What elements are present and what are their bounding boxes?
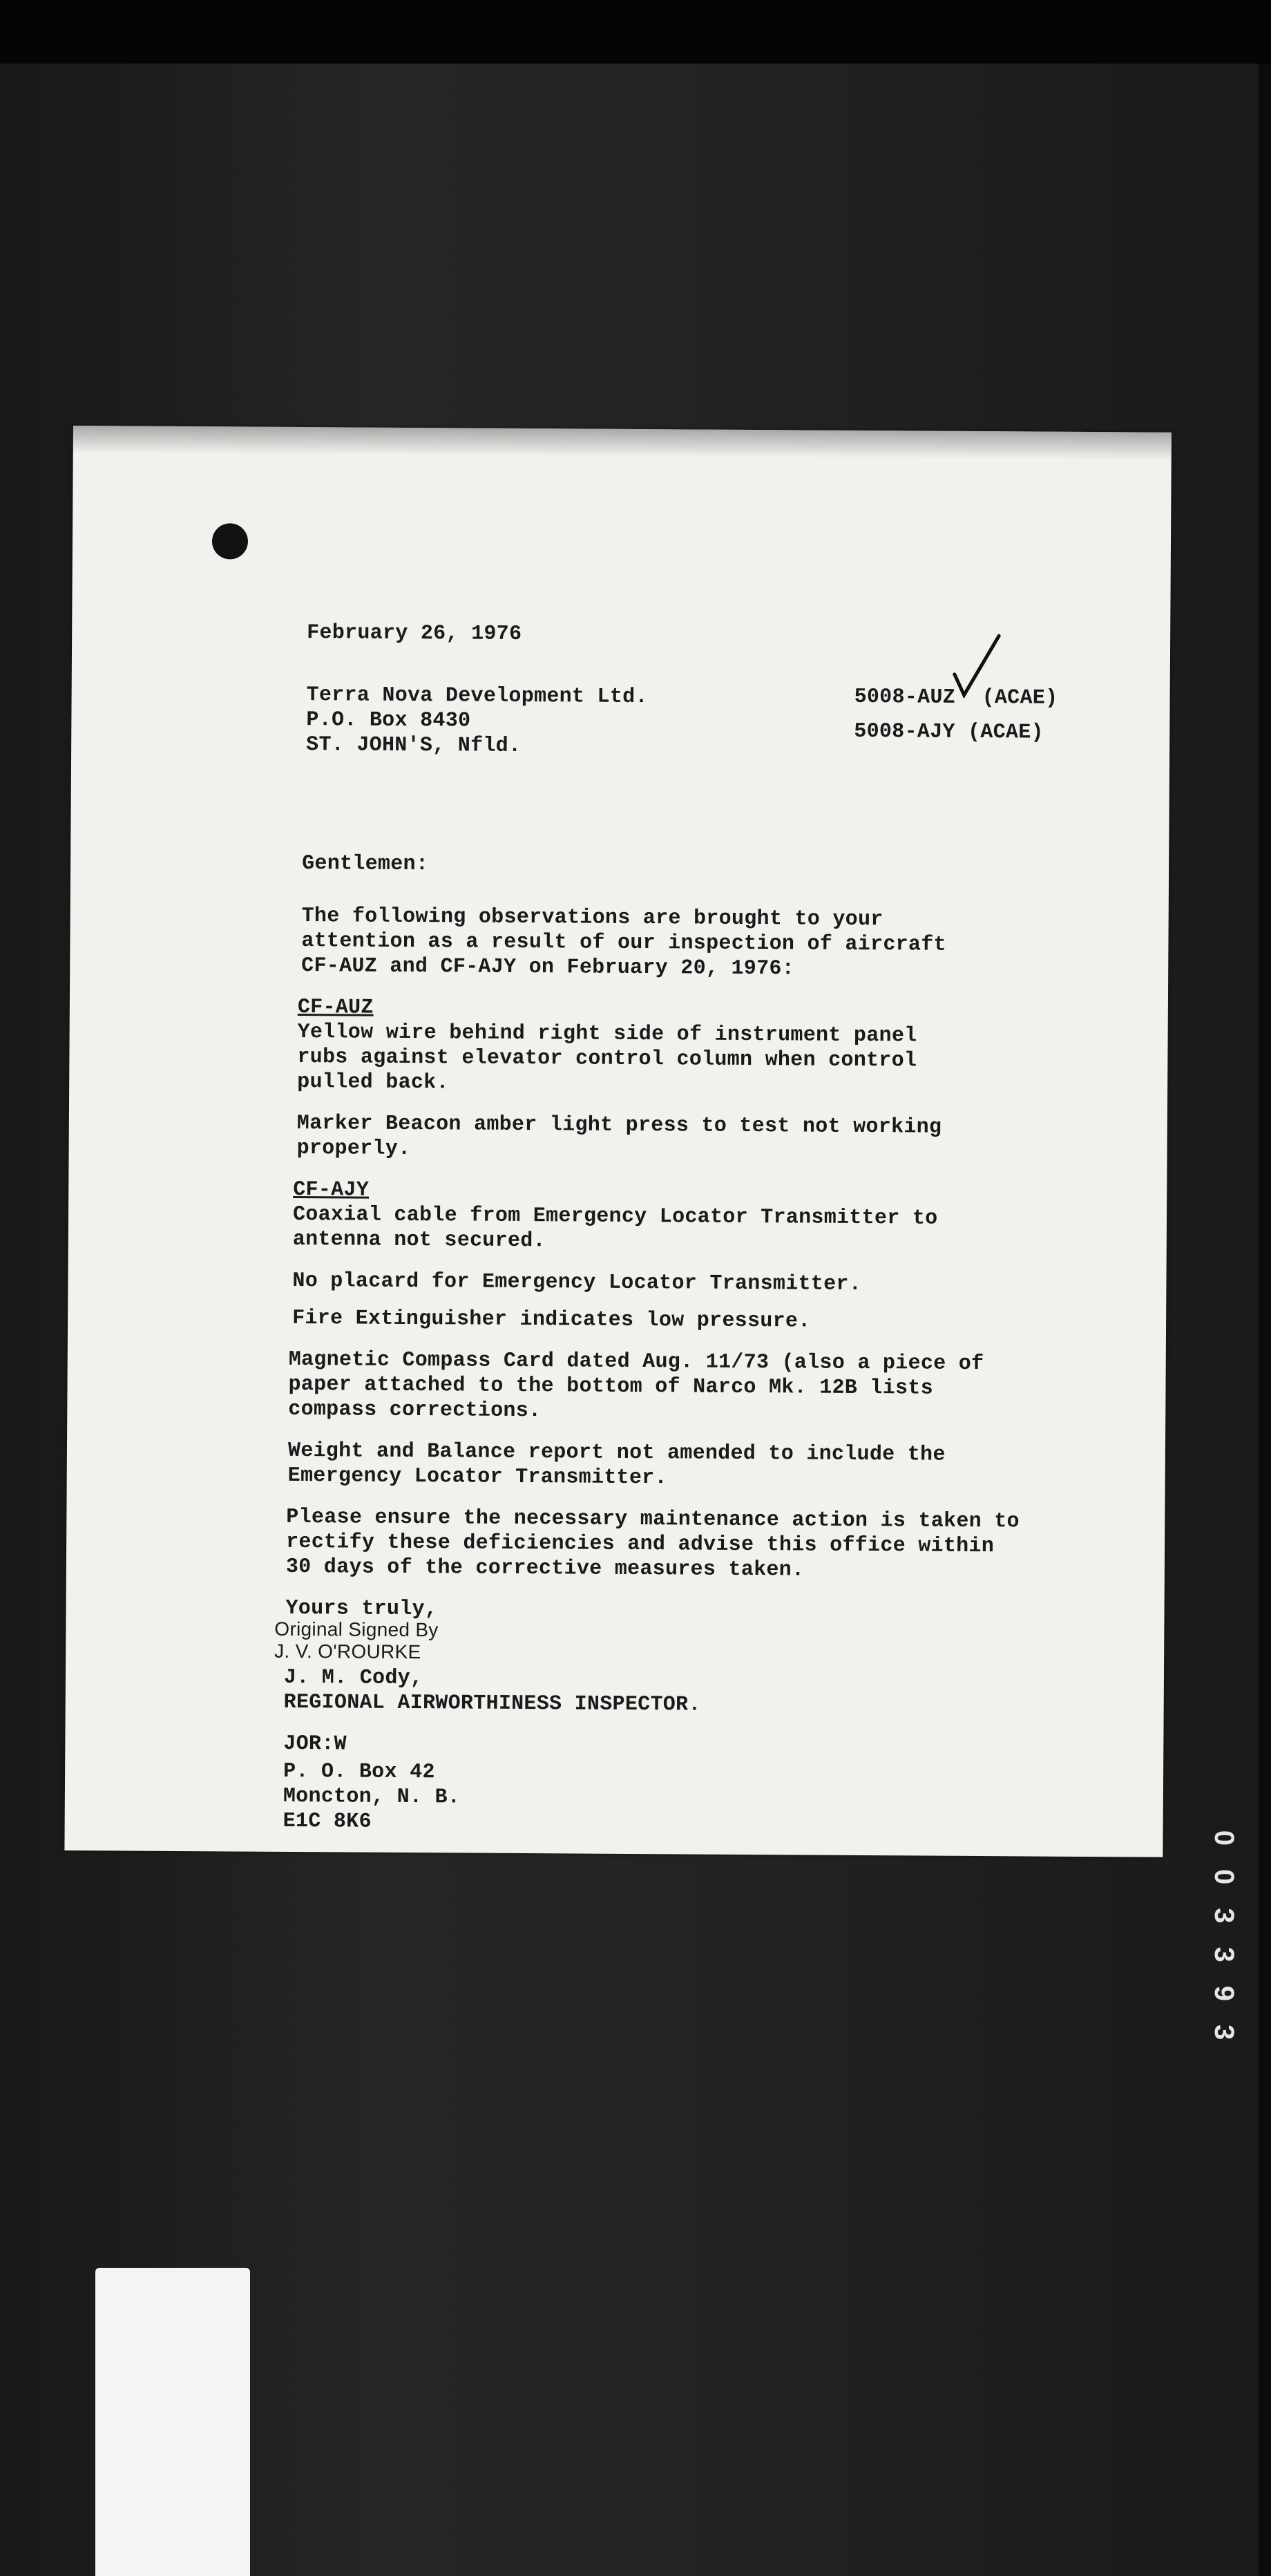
closing-para-line-2: rectify these deficiencies and advise this office within [286,1530,995,1559]
film-frame-number: 003393 [1209,1830,1240,2064]
closing-para-line-3: 30 days of the corrective measures taken. [285,1555,805,1582]
file-ref-auz-suffix: (ACAE) [982,686,1058,710]
ajy-item-1-line-1: Coaxial cable from Emergency Locator Transmitter to [292,1202,938,1231]
closing-para-line-1: Please ensure the necessary maintenance action is taken to [286,1505,1020,1534]
signed-by-name: J. V. O'ROURKE [274,1640,421,1663]
top-black-band [0,0,1271,64]
letter-date: February 26, 1976 [307,621,522,646]
complimentary-close: Yours truly, [285,1596,438,1622]
recipient-line-3: ST. JOHN'S, Nfld. [306,733,522,758]
file-ref-auz: 5008-AUZ [854,685,956,710]
sender-address-line-3: E1C 8K6 [283,1809,372,1834]
section-heading-cf-ajy: CF-AJY [293,1177,370,1202]
intro-line-3: CF-AUZ and CF-AJY on February 20, 1976: [301,954,795,981]
ajy-item-2: No placard for Emergency Locator Transmitter. [292,1269,862,1296]
sender-address-line-1: P. O. Box 42 [283,1759,435,1785]
auz-item-1-line-1: Yellow wire behind right side of instrument panel [297,1020,917,1048]
original-signed-note: Original Signed By [274,1618,439,1641]
auz-item-2-line-1: Marker Beacon amber light press to test not working [296,1111,942,1139]
reference-initials: JOR:W [283,1732,347,1756]
letter-page [64,426,1172,1857]
auz-item-2-line-2: properly. [296,1136,411,1162]
recipient-line-1: Terra Nova Development Ltd. [306,683,648,710]
intro-line-1: The following observations are brought to your [301,905,883,932]
page-top-shadow [73,426,1172,460]
ajy-item-4-line-1: Magnetic Compass Card dated Aug. 11/73 (also a piece of [288,1347,984,1376]
file-ref-ajy: 5008-AJY (ACAE) [854,719,1044,745]
recipient-line-2: P.O. Box 8430 [306,708,471,733]
intro-line-2: attention as a result of our inspection of aircraft [301,929,946,957]
signatory-name: J. M. Cody, [283,1665,423,1691]
signatory-title: REGIONAL AIRWORTHINESS INSPECTOR. [283,1690,701,1717]
auz-item-1-line-3: pulled back. [297,1070,449,1095]
punch-hole-mark [212,523,248,559]
auz-item-1-line-2: rubs against elevator control column when control [297,1045,917,1073]
film-leader-tab [95,2268,250,2576]
ajy-item-1-line-2: antenna not secured. [292,1227,546,1253]
ajy-item-5-line-1: Weight and Balance report not amended to include the [287,1439,946,1467]
ajy-item-4-line-2: paper attached to the bottom of Narco Mk. 12B lists [288,1372,934,1401]
ajy-item-5-line-2: Emergency Locator Transmitter. [287,1464,667,1490]
ajy-item-4-line-3: compass corrections. [288,1397,542,1423]
salutation: Gentlemen: [302,852,429,877]
ajy-item-3: Fire Extinguisher indicates low pressure. [292,1306,811,1334]
film-edge [1259,64,1271,2576]
sender-address-line-2: Moncton, N. B. [283,1784,461,1810]
section-heading-cf-auz: CF-AUZ [297,996,374,1020]
checkmark-icon [949,632,1005,701]
